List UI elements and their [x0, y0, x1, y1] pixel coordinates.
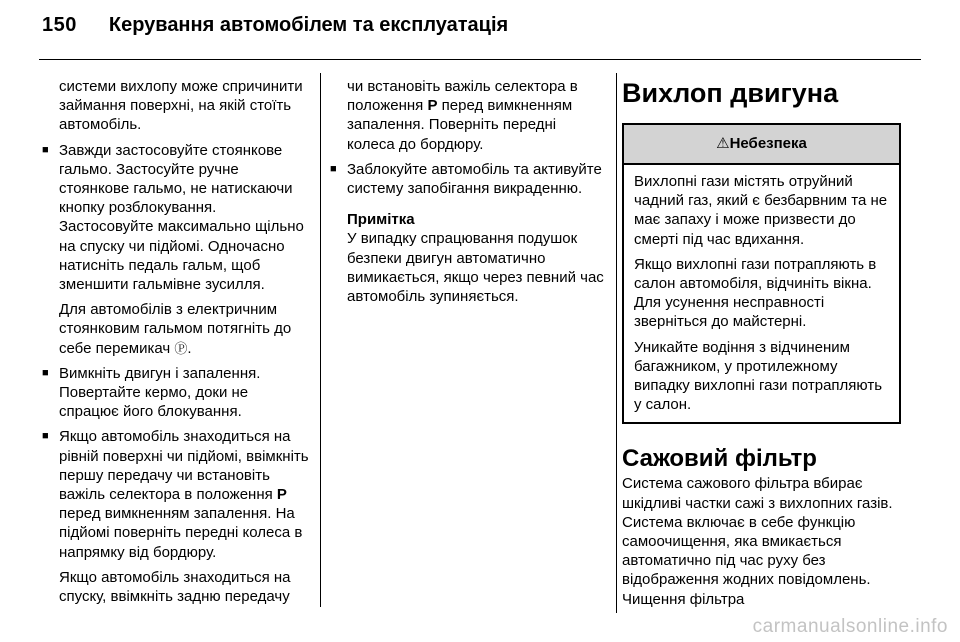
cont-text-pre: чи встановіть важіль селектора в положення — [347, 78, 578, 115]
warning-box — [622, 123, 901, 424]
bullet-lock-vehicle: ■ Заблокуйте автомобіль та активуйте систему запобігання викраденню. — [330, 160, 607, 198]
cont-text-post: перед вимкненням запалення. Поверніть передні колеса до бордюру. — [347, 97, 573, 153]
electric-brake-label: Для автомобілів з електричним стоянковим гальмом потягніть до себе перемикач — [59, 301, 292, 357]
header-rule — [39, 59, 921, 60]
column-right — [622, 77, 901, 609]
chapter-title: Керування автомобілем та експлуатація — [108, 14, 509, 36]
section-title-exhaust: Вихлоп двигуна — [622, 78, 839, 108]
continued-text — [330, 77, 607, 154]
bullet-engine-off: ■ Вимкніть двигун і запалення. Повертайте кермо, доки не спрацює його блокування. — [42, 364, 310, 422]
watermark: carmanualsonline.info — [752, 616, 948, 637]
warning-header — [624, 125, 899, 165]
warning-paragraph-1: Вихлопні гази містять отруйний чадний газ, який є безбарвним та не має запаху і може призвести до смерті під час вдихання. — [634, 173, 888, 248]
warning-body — [624, 165, 899, 422]
bullet-gear — [42, 427, 310, 561]
column-middle — [330, 77, 607, 306]
bullet-parking-brake: ■ Завжди застосовуйте стоянкове гальмо. Застосуйте ручне стоянкове гальмо, не натискаючи кнопку розблокування. Застосовуйте максимально щільно на спуску чи підйомі. Одночасно натисніть педаль гальм, щоб зменшити гальмівне зусилля. — [42, 141, 310, 295]
warning-icon: ⚠ — [716, 135, 730, 152]
column-divider-2 — [616, 73, 617, 613]
warning-paragraph-3: Уникайте водіння з відчиненим багажником, у протилежному випадку вихлопні гази потрапляють у салон. — [634, 338, 883, 414]
gear-text-post: перед вимкненням запалення. На підйомі поверніть передні колеса в напрямку від бордюру. — [59, 505, 303, 561]
downhill-text: Якщо автомобіль знаходиться на спуску, ввімкніть задню передачу — [59, 568, 291, 606]
section-title-soot-filter: Сажовий фільтр — [622, 445, 817, 473]
note-title: Примітка — [347, 211, 415, 229]
column-left — [42, 77, 310, 606]
parking-brake-icon: Ⓟ — [174, 340, 188, 356]
electric-brake-text: Для автомобілів з електричним стоянковим гальмом потягніть до себе перемикач Ⓟ. — [59, 301, 292, 357]
warning-title: Небезпека — [729, 135, 807, 152]
cont-p-label: P — [427, 97, 438, 115]
note-text: У випадку спрацювання подушок безпеки двигун автоматично вимикається, якщо через певний час автомобіль зупиняється. — [347, 230, 604, 306]
gear-text-pre: Якщо автомобіль знаходиться на рівній поверхні чи підйомі, ввімкніть першу передачу чи встановіть важіль селектора в положення — [59, 428, 309, 504]
page-header — [42, 14, 508, 50]
column-divider-1 — [320, 73, 321, 607]
intro-text: системи вихлопу може спричинити займання поверхні, на якій стоїть автомобіль. — [59, 78, 303, 134]
gear-p-label: P — [276, 486, 287, 504]
soot-filter-text: Система сажового фільтра вбирає шкідливі частки сажі з вихлопних газів. Система включає в себе функцію самоочищення, яка вмикається автоматично під час руху без відображення жодних повідомлень. Чищення фільтра — [622, 475, 893, 608]
page-number: 150 — [42, 14, 77, 36]
warning-paragraph-2: Якщо вихлопні гази потрапляють в салон автомобіля, відчиніть вікна. Для усунення несправності зверніться до майстерні. — [634, 255, 877, 331]
